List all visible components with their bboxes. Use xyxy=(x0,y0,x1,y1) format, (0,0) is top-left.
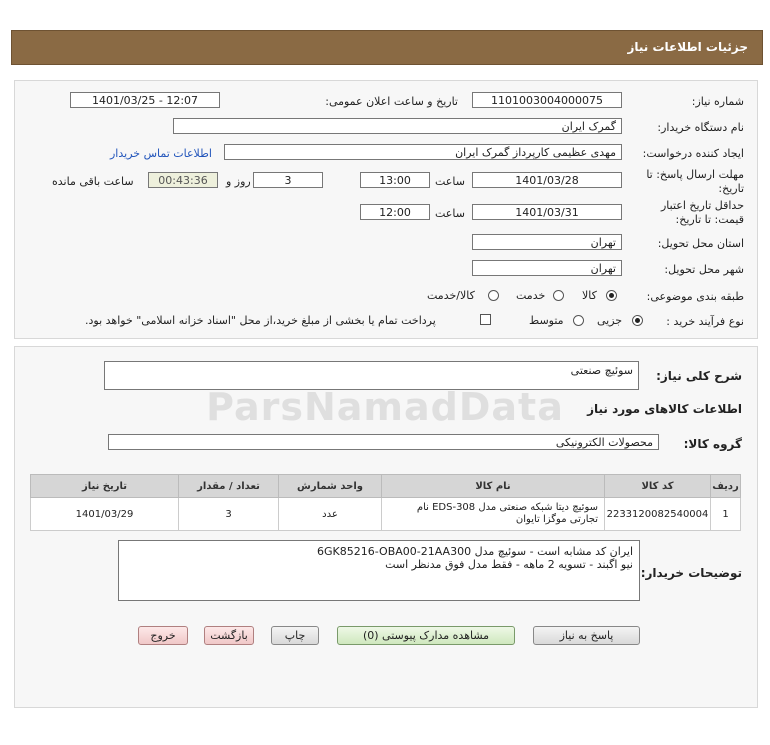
goods-section-title: اطلاعات کالاهای مورد نیاز xyxy=(587,402,742,416)
buyer-desc-field[interactable] xyxy=(118,540,640,601)
col-row-header: ردیف xyxy=(711,475,741,498)
category-option-goods: کالا xyxy=(582,289,597,302)
validity-label-2: قیمت: تا تاریخ: xyxy=(675,213,744,226)
buyer-desc-label: توضیحات خریدار: xyxy=(640,566,742,580)
city-label: شهر محل تحویل: xyxy=(664,263,744,276)
days-field[interactable]: 3 xyxy=(253,172,323,188)
col-date-header: تاریخ نیاز xyxy=(31,475,179,498)
process-radio-medium[interactable] xyxy=(573,315,584,326)
view-attachments-button[interactable]: مشاهده مدارک پیوستی (0) xyxy=(337,626,515,645)
buyer-contact-link[interactable]: اطلاعات تماس خریدار xyxy=(110,147,212,160)
deadline-date-field[interactable]: 1401/03/28 xyxy=(472,172,622,188)
process-option-minor: جزیی xyxy=(597,314,623,327)
category-radio-goods[interactable] xyxy=(606,290,617,301)
remaining-label: ساعت باقی مانده xyxy=(52,175,134,188)
back-button[interactable]: بازگشت xyxy=(204,626,254,645)
buyer-field[interactable]: گمرک ایران xyxy=(173,118,622,134)
validity-label: حداقل تاریخ اعتبار xyxy=(660,199,744,212)
print-button[interactable]: چاپ xyxy=(271,626,319,645)
goods-group-label: گروه کالا: xyxy=(683,437,742,451)
deadline-time-label: ساعت xyxy=(435,175,465,188)
need-number-field[interactable]: 1101003004000075 xyxy=(472,92,622,108)
validity-date-field[interactable]: 1401/03/31 xyxy=(472,204,622,220)
table-row[interactable] xyxy=(31,498,741,531)
validity-time-field[interactable]: 12:00 xyxy=(360,204,430,220)
process-radio-minor[interactable] xyxy=(632,315,643,326)
table-header-row xyxy=(31,475,741,498)
goods-table xyxy=(30,474,741,531)
watermark-text: ParsNamadData xyxy=(206,385,564,429)
process-option-medium: متوسط xyxy=(529,314,564,327)
goods-group-field[interactable]: محصولات الکترونیکی xyxy=(108,434,659,450)
category-option-service: خدمت xyxy=(516,289,546,302)
announce-field[interactable]: 1401/03/25 - 12:07 xyxy=(70,92,220,108)
days-label: روز و xyxy=(226,175,251,188)
need-number-label: شماره نیاز: xyxy=(691,95,744,108)
col-qty-header: تعداد / مقدار xyxy=(179,475,279,498)
province-label: استان محل تحویل: xyxy=(657,237,744,250)
category-radio-service[interactable] xyxy=(553,290,564,301)
page-header xyxy=(11,30,763,65)
buyer-label: نام دستگاه خریدار: xyxy=(657,121,744,134)
cell-qty: 3 xyxy=(179,498,279,531)
city-field[interactable]: تهران xyxy=(472,260,622,276)
buyer-desc-line-1: ایران کد مشابه است - سوئیچ مدل 6GK85216-OBA00-21AA300 xyxy=(317,545,633,558)
reply-button[interactable]: پاسخ به نیاز xyxy=(533,626,640,645)
col-unit-header: واحد شمارش xyxy=(279,475,382,498)
buyer-desc-line-2: نیو اگبند - تسویه 2 ماهه - فقط مدل فوق مدنظر است xyxy=(385,558,633,571)
cell-name: سوئیچ دیتا شبکه صنعتی مدل EDS-308 نام تجارتی موگزا تایوان xyxy=(382,498,605,531)
validity-time-label: ساعت xyxy=(435,207,465,220)
deadline-label: مهلت ارسال پاسخ: تا xyxy=(646,168,744,181)
remaining-time-field: 00:43:36 xyxy=(148,172,218,188)
creator-label: ایجاد کننده درخواست: xyxy=(642,147,744,160)
deadline-time-field[interactable]: 13:00 xyxy=(360,172,430,188)
cell-unit: عدد xyxy=(279,498,382,531)
exit-button[interactable]: خروج xyxy=(138,626,188,645)
category-label: طبقه بندی موضوعی: xyxy=(646,290,744,303)
page-title: جزئیات اطلاعات نیاز xyxy=(627,40,748,54)
cell-code: 2233120082540004 xyxy=(605,498,711,531)
category-option-both: کالا/خدمت xyxy=(427,289,475,302)
cell-row: 1 xyxy=(711,498,741,531)
summary-label: شرح کلی نیاز: xyxy=(656,369,742,383)
summary-field[interactable]: سوئیچ صنعتی xyxy=(104,361,639,390)
process-label: نوع فرآیند خرید : xyxy=(666,315,744,328)
province-field[interactable]: تهران xyxy=(472,234,622,250)
deadline-label-2: تاریخ: xyxy=(718,182,744,195)
announce-label: تاریخ و ساعت اعلان عمومی: xyxy=(325,95,458,108)
creator-field[interactable]: مهدی عظیمی کارپرداز گمرک ایران xyxy=(224,144,622,160)
category-radio-both[interactable] xyxy=(488,290,499,301)
col-name-header: نام کالا xyxy=(382,475,605,498)
col-code-header: کد کالا xyxy=(605,475,711,498)
treasury-payment-checkbox[interactable] xyxy=(480,314,491,325)
cell-date: 1401/03/29 xyxy=(31,498,179,531)
treasury-payment-note: پرداخت تمام یا بخشی از مبلغ خرید،از محل "اسناد خزانه اسلامی" خواهد بود. xyxy=(85,314,436,327)
